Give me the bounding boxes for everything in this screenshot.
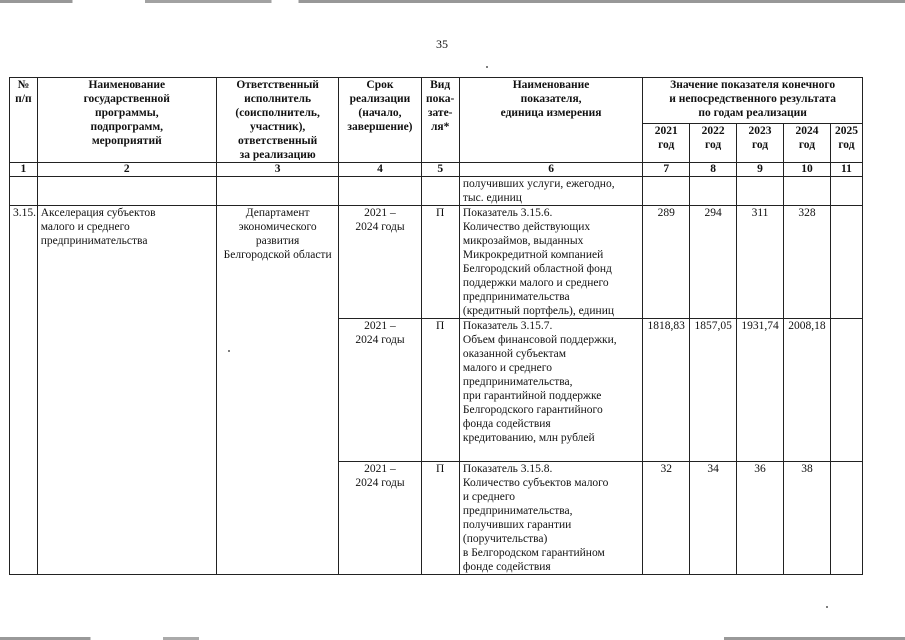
scan-speck	[228, 350, 230, 352]
indicator-value-2024: 328	[783, 206, 830, 319]
column-number: 4	[339, 163, 421, 177]
indicator-text: Показатель 3.15.6. Количество действующих микрозаймов, выданных Микрокредитной компанией Белгородский областной фонд поддержки малого и среднего предпринимательства (кредитный портфель), единиц	[459, 206, 642, 319]
indicator-value-2023: 36	[737, 462, 784, 575]
indicator-period: 2021 – 2024 годы	[339, 206, 421, 319]
column-number: 3	[216, 163, 339, 177]
indicator-value-2021: 32	[643, 462, 690, 575]
indicator-value-2022: 34	[690, 462, 737, 575]
column-number: 10	[783, 163, 830, 177]
indicator-value-2022: 294	[690, 206, 737, 319]
column-number: 1	[10, 163, 38, 177]
indicator-type: П	[421, 319, 459, 462]
header-year-2024: 2024 год	[783, 123, 830, 162]
header-responsible: Ответственный исполнитель (соисполнитель, участник), ответственный за реализацию	[216, 78, 339, 163]
header-year-2023: 2023 год	[737, 123, 784, 162]
column-number: 5	[421, 163, 459, 177]
indicators-table	[9, 77, 863, 575]
header-row	[10, 78, 863, 124]
indicator-value-2024: 38	[783, 462, 830, 575]
scan-edge-top	[0, 0, 905, 3]
column-numbers-row	[10, 163, 863, 177]
indicator-type: П	[421, 462, 459, 575]
column-number: 8	[690, 163, 737, 177]
indicator-value-2025	[830, 462, 862, 575]
column-number: 6	[459, 163, 642, 177]
measure-number: 3.15.	[10, 206, 38, 575]
scan-speck	[486, 66, 488, 68]
indicator-value-2021: 289	[643, 206, 690, 319]
header-values-group: Значение показателя конечного и непосредственного результата по годам реализации	[643, 78, 863, 124]
header-year-2021: 2021 год	[643, 123, 690, 162]
indicator-period: 2021 – 2024 годы	[339, 462, 421, 575]
column-number: 9	[737, 163, 784, 177]
indicator-value-2023: 311	[737, 206, 784, 319]
header-program-name: Наименование государственной программы, подпрограмм, мероприятий	[37, 78, 216, 163]
header-indicator-name: Наименование показателя, единица измерения	[459, 78, 642, 163]
continuation-row	[10, 177, 863, 206]
indicator-value-2024: 2008,18	[783, 319, 830, 462]
indicator-type: П	[421, 206, 459, 319]
indicator-value-2023: 1931,74	[737, 319, 784, 462]
column-number: 2	[37, 163, 216, 177]
indicator-text: Показатель 3.15.8. Количество субъектов малого и среднего предпринимательства, получивших гарантии (поручительства) в Белгородском гарантийном фонде содействия	[459, 462, 642, 575]
header-year-2025: 2025 год	[830, 123, 862, 162]
indicator-value-2025	[830, 206, 862, 319]
indicator-value-2021: 1818,83	[643, 319, 690, 462]
header-period: Срок реализации (начало, завершение)	[339, 78, 421, 163]
measure-responsible: Департамент экономического развития Белгородской области	[216, 206, 339, 575]
measure-name: Акселерация субъектов малого и среднего предпринимательства	[37, 206, 216, 575]
column-number: 11	[830, 163, 862, 177]
scan-speck	[826, 606, 828, 608]
indicator-value-2025	[830, 319, 862, 462]
header-number: № п/п	[10, 78, 38, 163]
indicator-period: 2021 – 2024 годы	[339, 319, 421, 462]
page-number: 35	[436, 37, 448, 51]
column-number: 7	[643, 163, 690, 177]
continuation-text: получивших услуги, ежегодно, тыс. единиц	[459, 177, 642, 206]
table-row	[10, 206, 863, 319]
header-indicator-type: Вид пока- зате- ля*	[421, 78, 459, 163]
indicator-value-2022: 1857,05	[690, 319, 737, 462]
header-year-2022: 2022 год	[690, 123, 737, 162]
indicators-table-wrapper	[9, 77, 863, 575]
indicator-text: Показатель 3.15.7. Объем финансовой поддержки, оказанной субъектам малого и среднего предпринимательства, при гарантийной поддержке Белгородского гарантийного фонда содействия кредитованию, млн рублей	[459, 319, 642, 462]
